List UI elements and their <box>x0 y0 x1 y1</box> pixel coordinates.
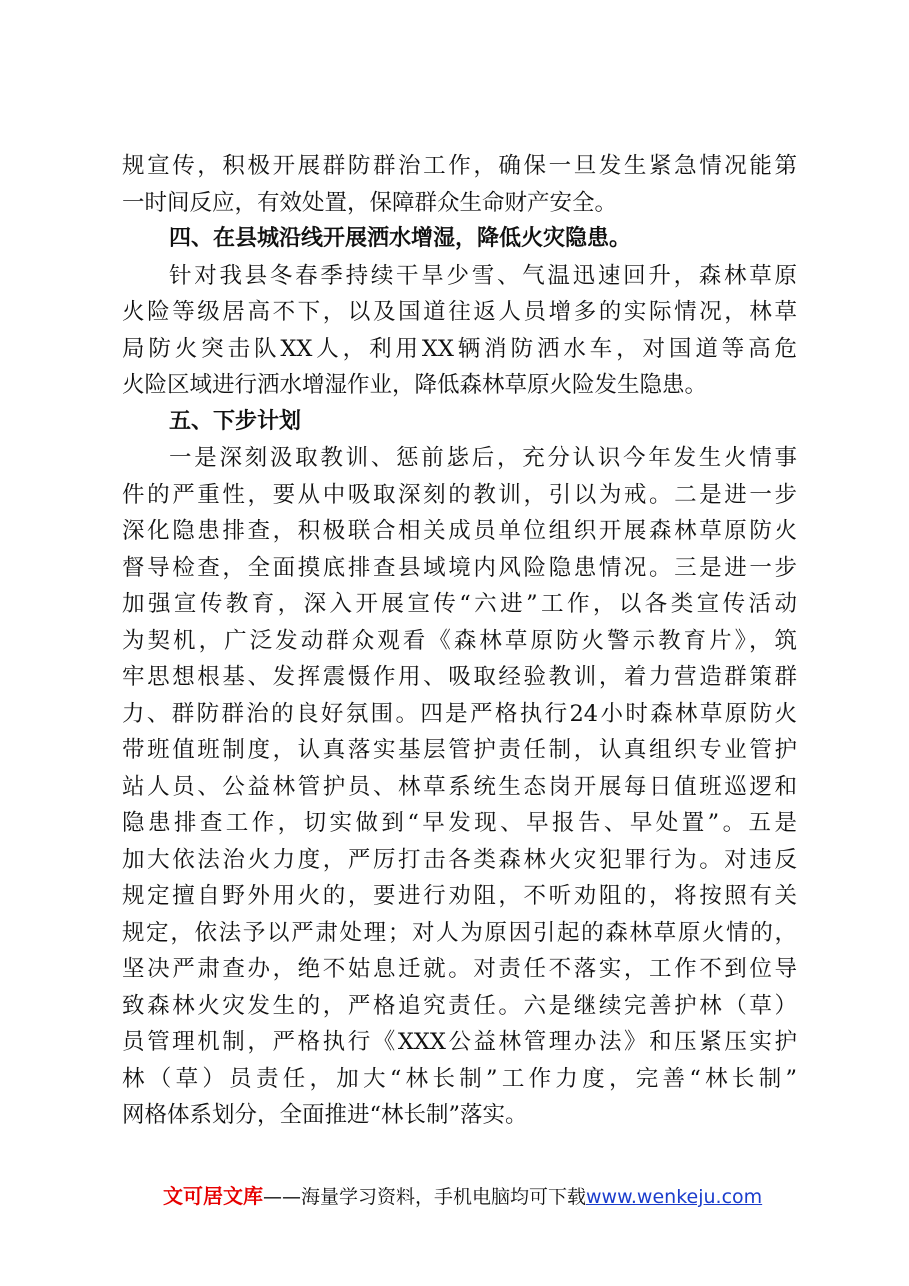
paragraph-line: 站人员、公益林管护员、林草系统生态岗开展每日值班巡逻和 <box>122 773 797 800</box>
document-body <box>122 148 797 1134</box>
paragraph-line: 带班值班制度，认真落实基层管护责任制，认真组织专业管护 <box>122 737 797 763</box>
paragraph-line: 网格体系划分，全面推进“林长制”落实。 <box>122 1102 528 1128</box>
paragraph-line: 隐患排查工作，切实做到“早发现、早报告、早处置”。五是 <box>122 810 797 836</box>
paragraph-line: 加大依法治火力度，严厉打击各类森林火灾犯罪行为。对违反 <box>122 846 797 873</box>
paragraph-line: 加强宣传教育，深入开展宣传“六进”工作，以各类宣传活动 <box>122 591 797 617</box>
paragraph-line: 坚决严肃查办，绝不姑息迁就。对责任不落实，工作不到位导 <box>122 956 797 982</box>
paragraph-line: 一时间反应，有效处置，保障群众生命财产安全。 <box>122 189 618 216</box>
paragraph-line: 局防火突击队XX人，利用XX辆消防洒水车，对国道等高危 <box>122 335 797 362</box>
paragraph-line: 牢思想根基、发挥震慑作用、吸取经验教训，着力营造群策群 <box>122 664 797 690</box>
paragraph-line: 规定，依法予以严肃处理；对人为原因引起的森林草原火情的， <box>122 919 797 946</box>
paragraph-line: 致森林火灾发生的，严格追究责任。六是继续完善护林（草） <box>122 992 797 1019</box>
paragraph-line: 一是深刻汲取教训、惩前毖后，充分认识今年发生火情事 <box>169 445 797 471</box>
footer-site-link[interactable]: www.wenkeju.com <box>586 1186 763 1208</box>
paragraph-line: 林（草）员责任，加大“林长制”工作力度，完善“林长制” <box>122 1065 797 1092</box>
paragraph-line: 针对我县冬春季持续干旱少雪、气温迅速回升，森林草原 <box>169 262 797 289</box>
section-heading: 五、下步计划 <box>169 408 302 434</box>
paragraph-line: 力、群防群治的良好氛围。四是严格执行24小时森林草原防火 <box>122 700 797 727</box>
paragraph-line: 规宣传，积极开展群防群治工作，确保一旦发生紧急情况能第 <box>122 153 797 179</box>
paragraph-line: 规定擅自野外用火的，要进行劝阻，不听劝阻的，将按照有关 <box>122 883 797 909</box>
paragraph-line: 火险区域进行洒水增湿作业，降低森林草原火险发生隐患。 <box>122 372 708 398</box>
paragraph-line: 督导检查，全面摸底排查县域境内风险隐患情况。三是进一步 <box>122 554 797 581</box>
paragraph-line: 为契机，广泛发动群众观看《森林草原防火警示教育片》，筑 <box>122 627 797 654</box>
section-heading: 四、在县城沿线开展洒水增湿，降低火灾隐患。 <box>169 226 632 251</box>
footer-tagline: ——海量学习资料，手机电脑均可下载 <box>263 1186 587 1208</box>
paragraph-line: 件的严重性，要从中吸取深刻的教训，引以为戒。二是进一步 <box>122 481 797 508</box>
footer-brand: 文可居文库 <box>163 1184 263 1208</box>
paragraph-line: 员管理机制，严格执行《XXX公益林管理办法》和压紧压实护 <box>122 1029 797 1055</box>
paragraph-line: 火险等级居高不下，以及国道往返人员增多的实际情况，林草 <box>122 299 797 325</box>
paragraph-line: 深化隐患排查，积极联合相关成员单位组织开展森林草原防火 <box>122 518 797 544</box>
footer-banner <box>163 1184 762 1209</box>
